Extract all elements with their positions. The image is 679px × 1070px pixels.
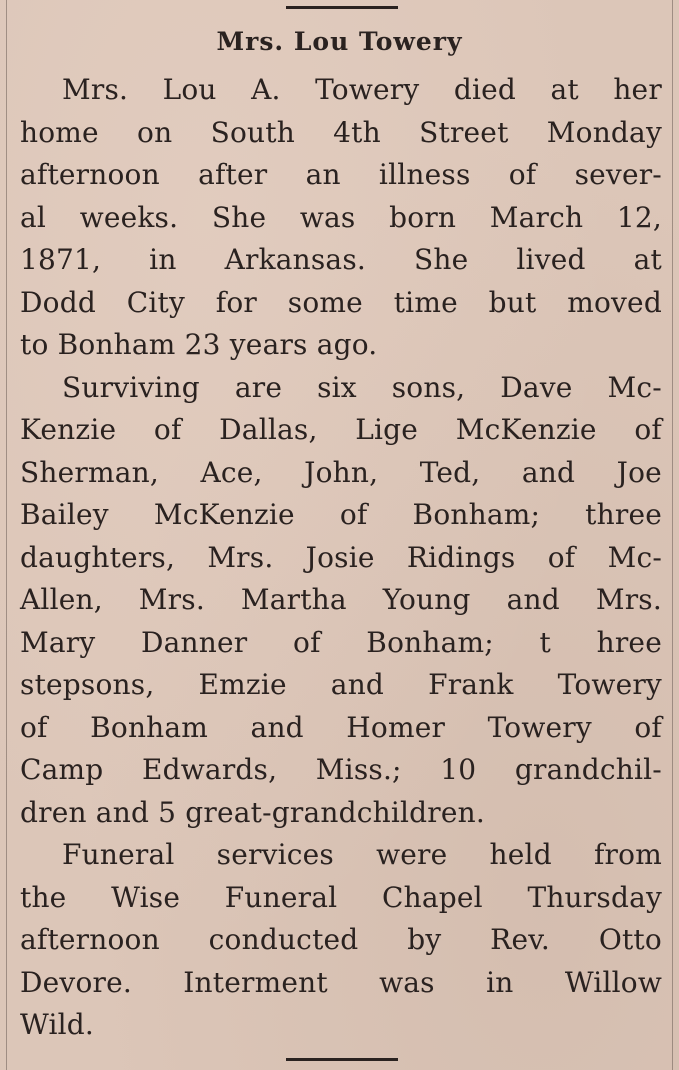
column-rule-right (672, 0, 673, 1070)
text-line: afternoon after an illness of sever- (20, 158, 662, 191)
text-line: dren and 5 great-grandchildren. (20, 795, 485, 829)
text-line: daughters, Mrs. Josie Ridings of Mc- (20, 540, 662, 574)
text-line: Mrs. Lou A. Towery died at her (62, 73, 662, 106)
text-line: home on South 4th Street Monday (20, 115, 662, 149)
text-line: Devore. Interment was in Willow (20, 965, 662, 999)
text-line: Bailey McKenzie of Bonham; three (20, 498, 662, 531)
text-line: Funeral services were held from (62, 838, 662, 871)
text-line: Allen, Mrs. Martha Young and Mrs. (20, 583, 662, 616)
text-line: Wild. (20, 1008, 95, 1041)
text-line: al weeks. She was born March 12, (20, 200, 662, 234)
text-line: Surviving are six sons, Dave Mc- (62, 370, 662, 404)
text-line: 1871, in Arkansas. She lived at (20, 243, 662, 276)
text-line: to Bonham 23 years ago. (20, 328, 378, 361)
text-line: Mary Danner of Bonham; t hree (20, 625, 662, 659)
column-rule-left (6, 0, 7, 1070)
text-line: Kenzie of Dallas, Lige McKenzie of (20, 413, 662, 446)
obituary-body (20, 69, 662, 1047)
bottom-separator-rule (286, 1058, 398, 1061)
text-line: of Bonham and Homer Towery of (20, 710, 662, 744)
text-line: afternoon conducted by Rev. Otto (20, 923, 662, 956)
top-separator-rule (286, 6, 398, 9)
obituary-headline: Mrs. Lou Towery (216, 27, 463, 56)
text-line: stepsons, Emzie and Frank Towery (20, 668, 662, 701)
text-line: the Wise Funeral Chapel Thursday (20, 880, 662, 914)
obituary-paragraph (20, 834, 662, 1047)
text-line: Sherman, Ace, John, Ted, and Joe (20, 455, 662, 489)
obituary-paragraph (20, 367, 662, 835)
text-line: Camp Edwards, Miss.; 10 grandchil- (20, 753, 662, 786)
obituary-paragraph (20, 69, 662, 367)
text-line: Dodd City for some time but moved (20, 285, 662, 319)
